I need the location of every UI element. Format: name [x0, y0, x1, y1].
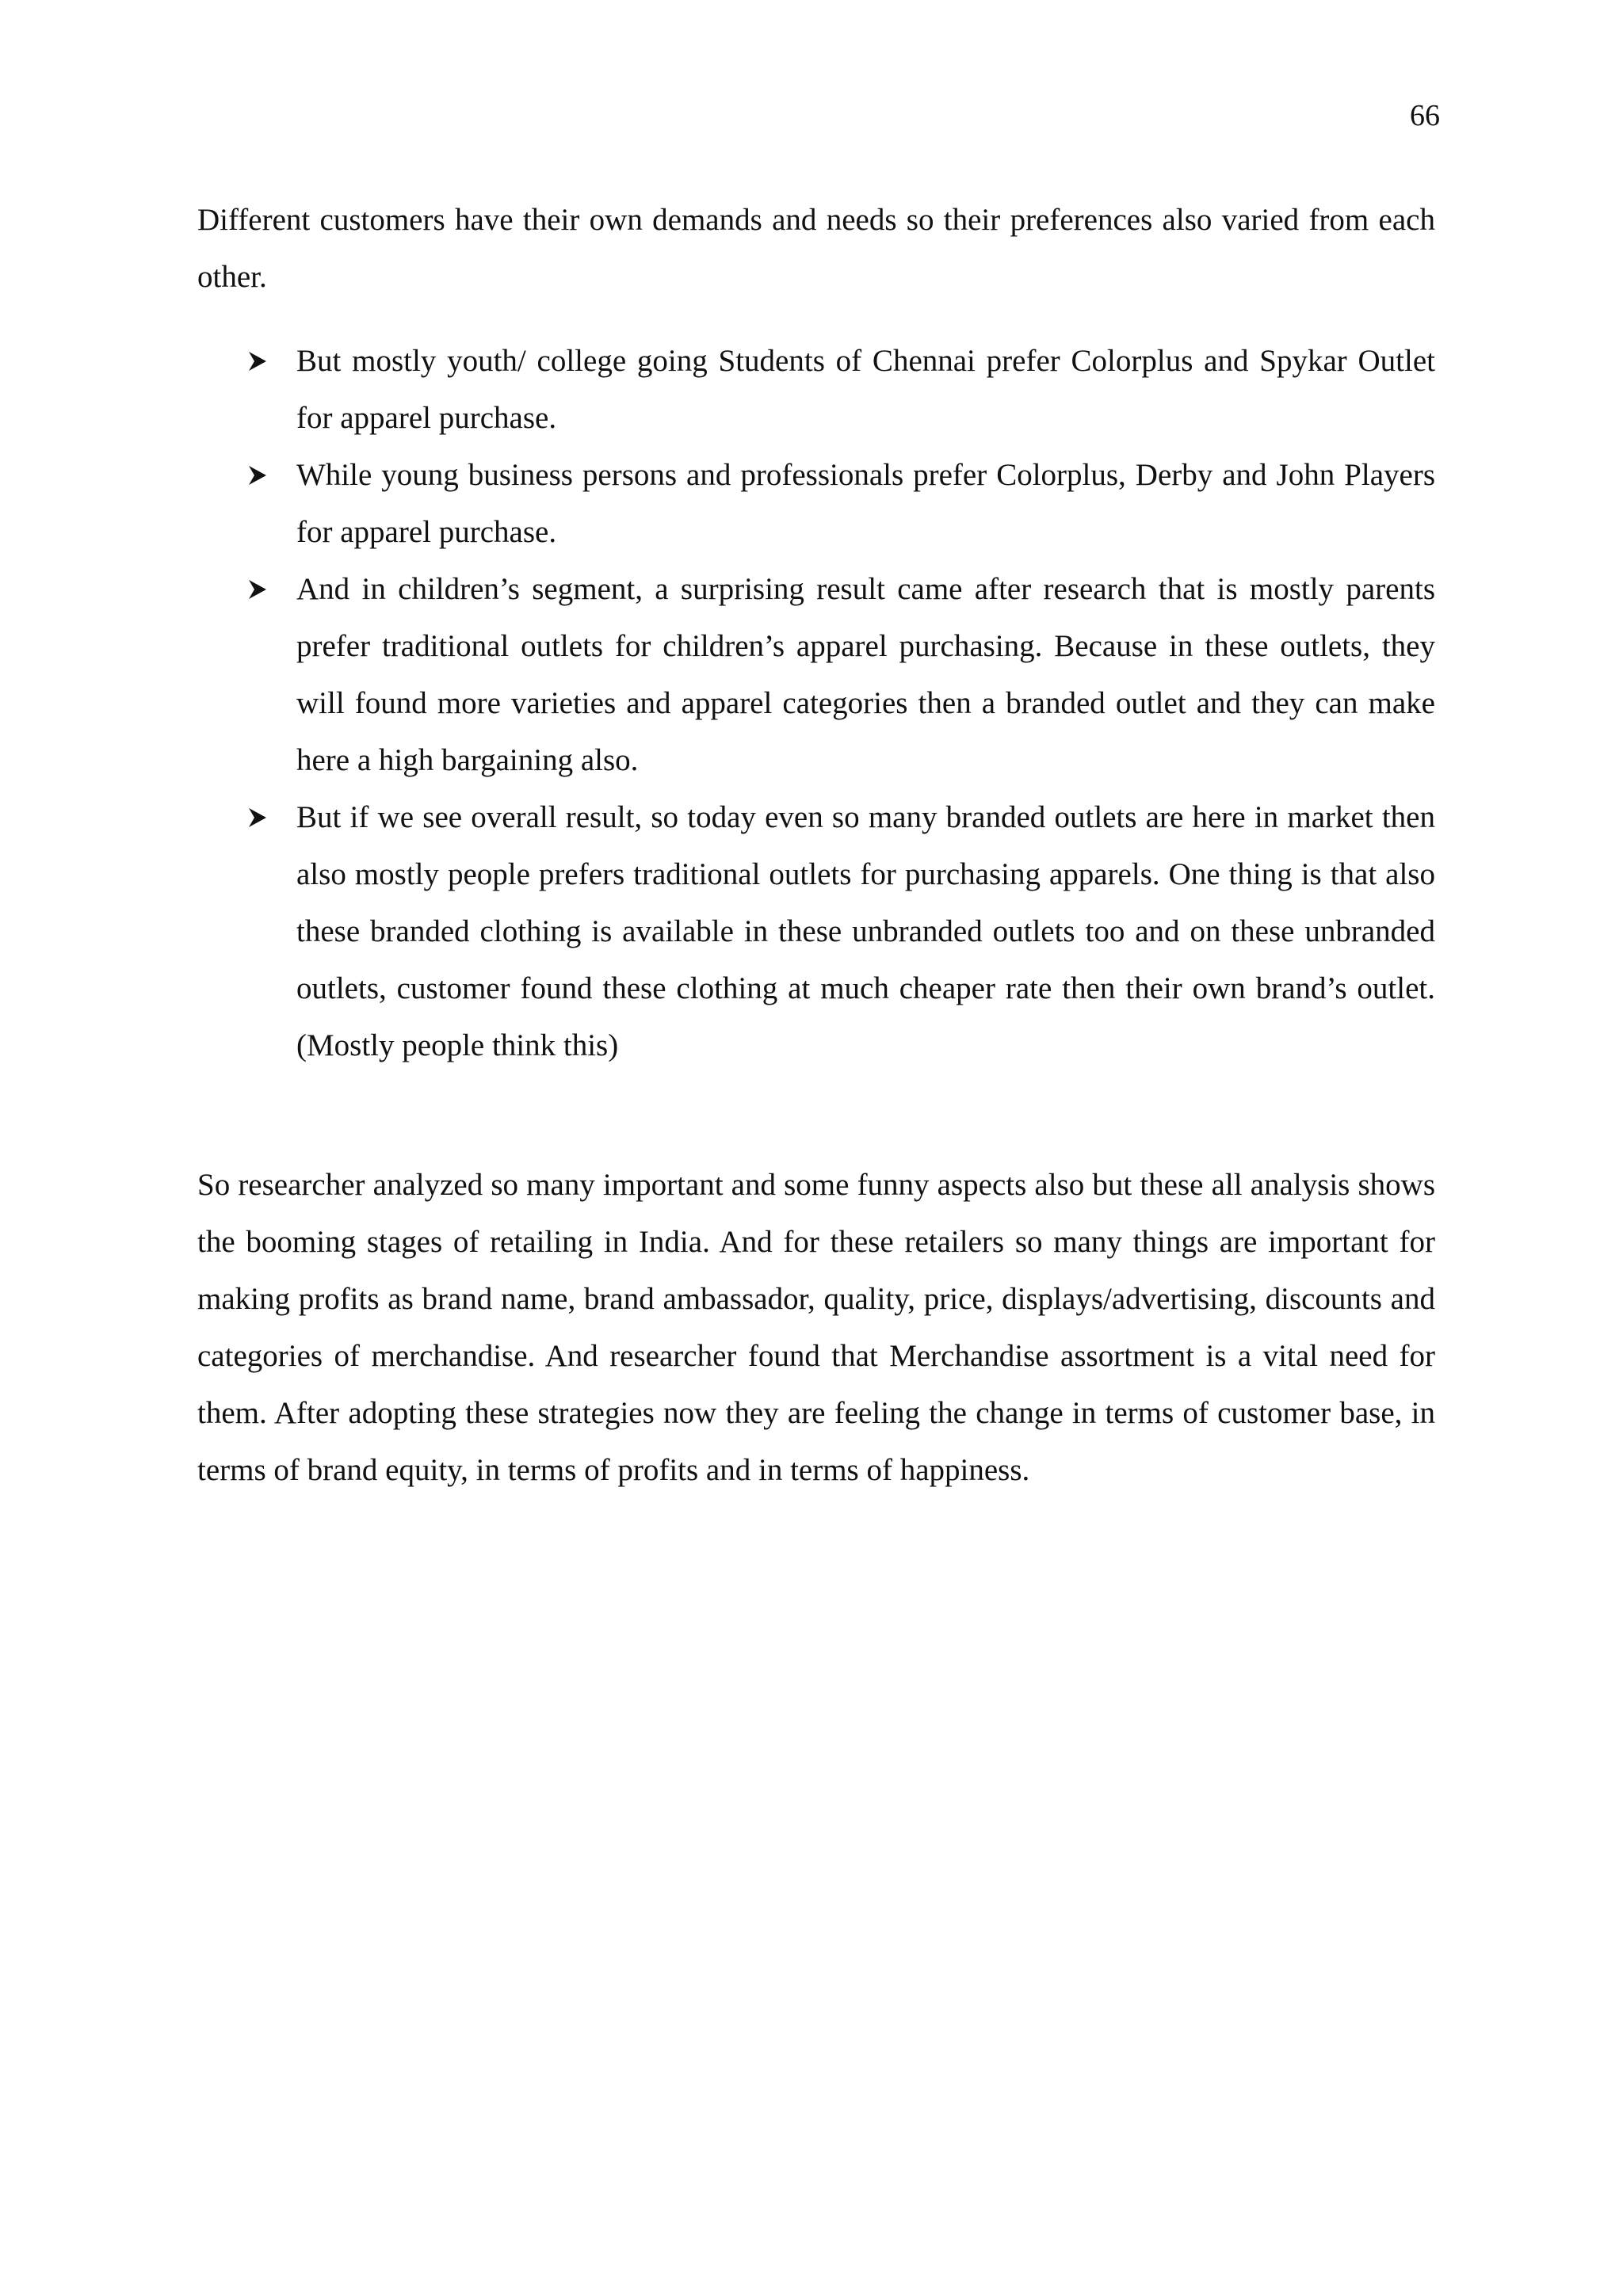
page-content — [197, 192, 1435, 1499]
arrowhead-bullet-icon — [247, 447, 279, 504]
list-item-text: And in children’s segment, a surprising result came after research that is mostly parents prefer traditional outlets for children’s apparel purchasing. Because in these outlets, they will found more varieties and apparel categories then a branded outlet and they can make here a high bargaining also. — [296, 572, 1435, 777]
list-item-text: But if we see overall result, so today even so many branded outlets are here in market then also mostly people prefers traditional outlets for purchasing apparels. One thing is that also these branded clothing is available in these unbranded outlets too and on these unbranded outlets, customer found these clothing at much cheaper rate then their own brand’s outlet.(Mostly people think this) — [296, 800, 1435, 1062]
list-item — [197, 789, 1435, 1074]
list-item — [197, 561, 1435, 789]
closing-paragraph: So researcher analyzed so many important and some funny aspects also but these all analysis shows the booming stages of retailing in India. And for these retailers so many things are important for making profits as brand name, brand ambassador, quality, price, displays/advertising, discounts and categories of merchandise. And researcher found that Merchandise assortment is a vital need for them. After adopting these strategies now they are feeling the change in terms of customer base, in terms of brand equity, in terms of profits and in terms of happiness. — [197, 1168, 1435, 1487]
list-item-text: But mostly youth/ college going Students of Chennai prefer Colorplus and Spykar Outlet for apparel purchase. — [296, 344, 1435, 435]
arrowhead-bullet-icon — [247, 789, 279, 846]
page-number: 66 — [1410, 99, 1440, 132]
list-item — [197, 447, 1435, 561]
arrowhead-bullet-icon — [247, 333, 279, 390]
arrowhead-bullet-icon — [247, 561, 279, 618]
intro-paragraph: Different customers have their own demands and needs so their preferences also varied from each other. — [197, 203, 1435, 294]
list-item-text: While young business persons and professionals prefer Colorplus, Derby and John Players for apparel purchase. — [296, 458, 1435, 549]
bullet-list — [197, 333, 1435, 1074]
list-item — [197, 333, 1435, 447]
